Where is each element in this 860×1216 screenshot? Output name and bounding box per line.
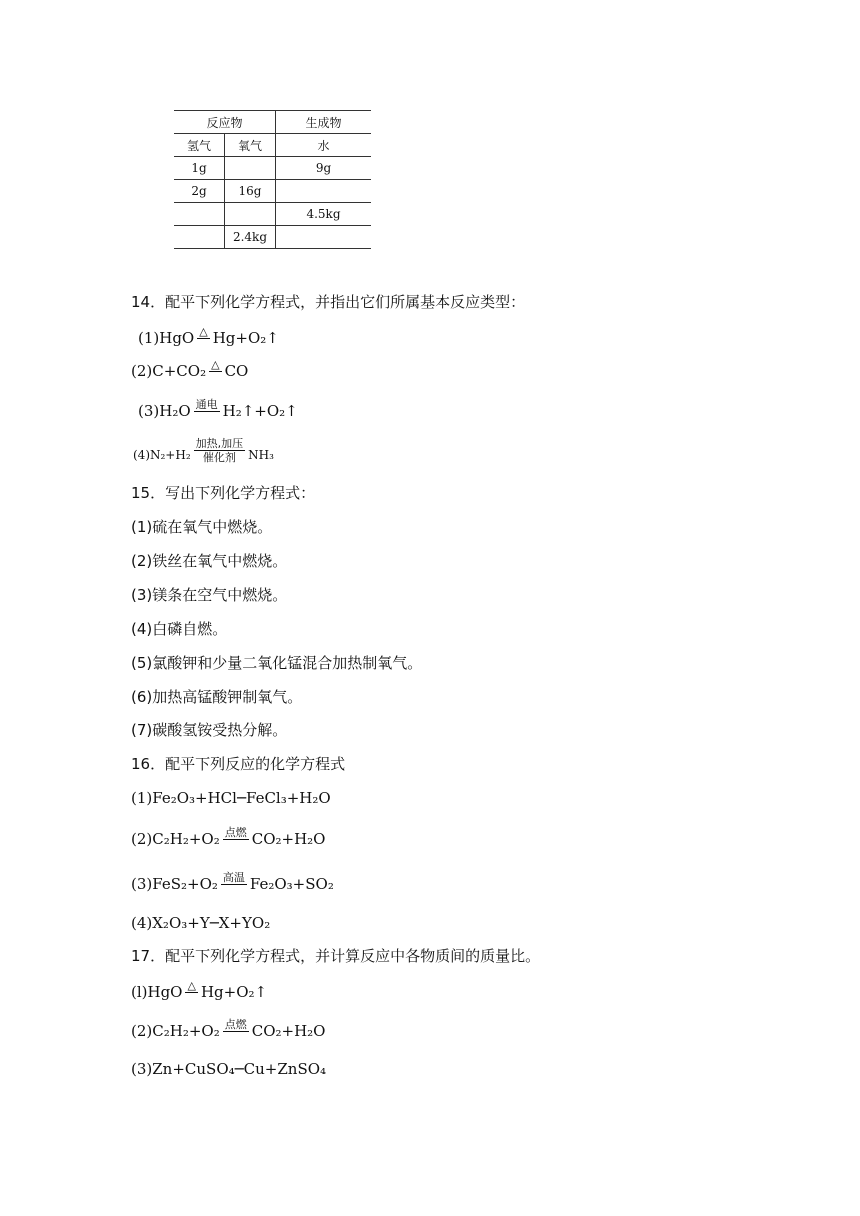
q17-eq3: (3)Zn+CuSO₄─Cu+ZnSO₄: [131, 1060, 327, 1078]
table-row: [174, 180, 371, 203]
header-products: 生成物: [276, 111, 372, 134]
table-row: [174, 226, 371, 249]
eq-left: (3)H₂O: [138, 402, 191, 420]
eq-right: CO: [224, 362, 249, 380]
list-item: (4)白磷自燃。: [131, 620, 228, 638]
table-row: [174, 203, 371, 226]
list-item: (2)铁丝在氧气中燃烧。: [131, 552, 288, 570]
eq-right: CO₂+H₂O: [251, 1022, 326, 1040]
q15-title: 15．写出下列化学方程式：: [131, 484, 316, 502]
eq-left: (l)HgO: [131, 983, 183, 1001]
table-cell: [174, 203, 225, 226]
q17-title: 17．配平下列化学方程式，并计算反应中各物质间的质量比。: [131, 947, 541, 965]
subheader-oxygen: 氧气: [225, 134, 276, 157]
table-cell: [225, 157, 276, 180]
reaction-arrow: [209, 359, 221, 372]
eq-left: (3)FeS₂+O₂: [131, 875, 218, 893]
reaction-arrow: [221, 872, 247, 885]
q17-eq2: [131, 1018, 326, 1041]
reaction-arrow: [223, 827, 249, 840]
header-reactants: 反应物: [174, 111, 276, 134]
q17-eq1: [131, 979, 268, 1002]
subheader-hydrogen: 氢气: [174, 134, 225, 157]
eq-left: (2)C₂H₂+O₂: [131, 1022, 220, 1040]
reaction-arrow: [194, 438, 246, 463]
condition-high-temp: 高温: [222, 871, 245, 884]
condition-bottom: 催化剂: [202, 451, 236, 464]
condition-heat: △: [199, 325, 208, 338]
q14-title: 14．配平下列化学方程式，并指出它们所属基本反应类型：: [131, 293, 526, 311]
condition-top: 加热,加压: [195, 437, 244, 450]
q16-eq1: (1)Fe₂O₃+HCl─FeCl₃+H₂O: [131, 789, 331, 807]
eq-right: NH₃: [248, 448, 274, 462]
eq-left: (1)HgO: [138, 329, 195, 347]
subheader-water: 水: [276, 134, 372, 157]
condition-heat: △: [187, 979, 196, 992]
table-cell: 2g: [174, 180, 225, 203]
q14-eq2: [131, 358, 249, 381]
condition-ignite: 点燃: [224, 1018, 247, 1031]
eq-left: (2)C+CO₂: [131, 362, 207, 380]
q14-eq4: [133, 436, 274, 465]
list-item: (7)碳酸氢铵受热分解。: [131, 721, 288, 739]
reaction-arrow: [185, 980, 197, 993]
table-cell: 2.4kg: [225, 226, 276, 249]
table-cell: [276, 180, 372, 203]
q16-eq2: [131, 826, 326, 849]
mass-table: [174, 110, 371, 249]
list-item: (6)加热高锰酸钾制氧气。: [131, 688, 303, 706]
table-cell: 9g: [276, 157, 372, 180]
table-row: [174, 157, 371, 180]
condition-heat: △: [211, 358, 220, 371]
reaction-arrow: [197, 326, 209, 339]
reaction-arrow: [194, 399, 220, 412]
table-cell: 16g: [225, 180, 276, 203]
q16-title: 16．配平下列反应的化学方程式: [131, 755, 346, 773]
eq-right: Hg+O₂↑: [212, 329, 279, 347]
eq-right: Fe₂O₃+SO₂: [249, 875, 334, 893]
list-item: (5)氯酸钾和少量二氧化锰混合加热制氧气。: [131, 654, 423, 672]
q14-eq3: [138, 398, 298, 421]
table-cell: [174, 226, 225, 249]
condition-ignite: 点燃: [224, 826, 247, 839]
table-cell: [276, 226, 372, 249]
table-cell: 4.5kg: [276, 203, 372, 226]
q16-eq3: [131, 871, 334, 894]
q16-eq4: (4)X₂O₃+Y─X+YO₂: [131, 914, 271, 932]
eq-left: (2)C₂H₂+O₂: [131, 830, 220, 848]
q14-eq1: [138, 325, 279, 348]
table-cell: [225, 203, 276, 226]
eq-right: H₂↑+O₂↑: [222, 402, 298, 420]
list-item: (1)硫在氧气中燃烧。: [131, 518, 273, 536]
eq-right: Hg+O₂↑: [200, 983, 268, 1001]
table-cell: 1g: [174, 157, 225, 180]
reaction-arrow: [223, 1019, 249, 1032]
condition-electrolysis: 通电: [195, 398, 218, 411]
eq-right: CO₂+H₂O: [251, 830, 326, 848]
list-item: (3)镁条在空气中燃烧。: [131, 586, 288, 604]
eq-left: (4)N₂+H₂: [133, 448, 191, 462]
